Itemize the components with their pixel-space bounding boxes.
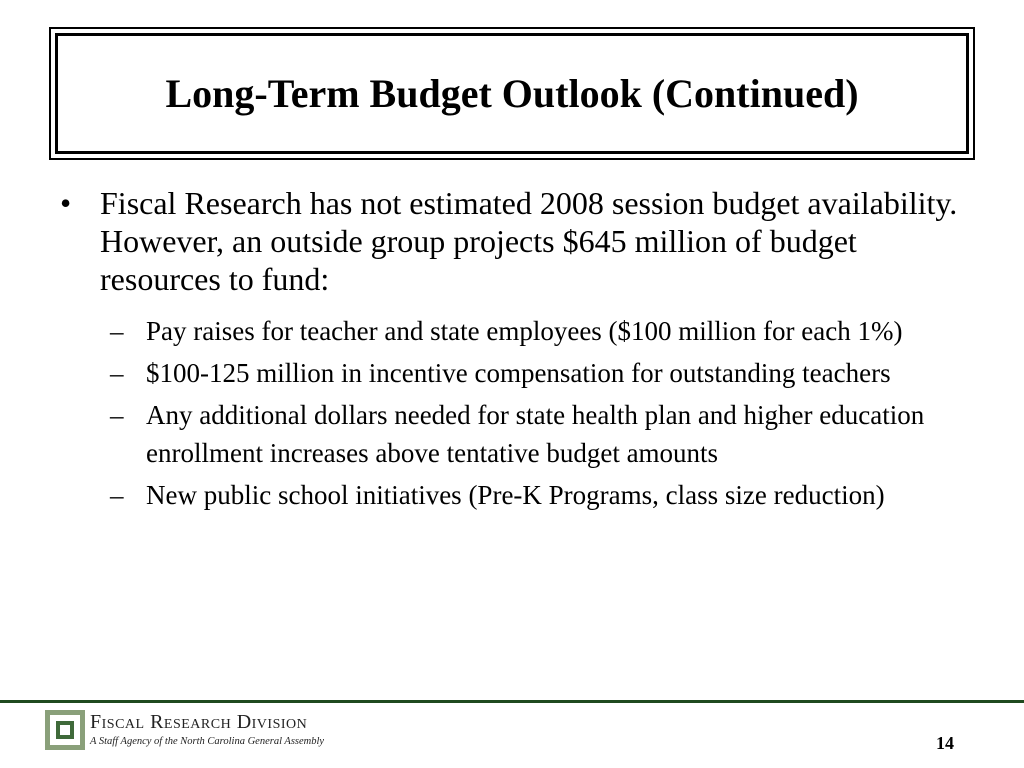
- sub-bullet-marker: –: [110, 358, 124, 388]
- slide-title: Long-Term Budget Outlook (Continued): [165, 71, 859, 116]
- square-seal-icon: [45, 710, 85, 750]
- title-box: [49, 27, 975, 160]
- sub-bullet-item: [110, 476, 960, 514]
- sub-bullet-text: Pay raises for teacher and state employees ($100 million for each 1%): [146, 316, 903, 346]
- sub-bullet-item: [110, 354, 960, 392]
- sub-bullet-text: $100-125 million in incentive compensation for outstanding teachers: [146, 358, 891, 388]
- sub-bullet-text: New public school initiatives (Pre-K Programs, class size reduction): [146, 480, 885, 510]
- sub-bullet-marker: –: [110, 480, 124, 510]
- footer-rule: [0, 700, 1024, 703]
- sub-bullet-list: [110, 312, 960, 514]
- sub-bullet-marker: –: [110, 400, 124, 430]
- bullet-marker: •: [60, 185, 72, 221]
- org-name: Fiscal Research Division: [90, 711, 308, 733]
- main-bullet: [60, 184, 960, 298]
- title-box-inner: [55, 33, 969, 154]
- main-bullet-text: Fiscal Research has not estimated 2008 session budget availability. However, an outside group projects $645 million of budget resources to fund:: [100, 185, 958, 297]
- sub-bullet-marker: –: [110, 316, 124, 346]
- sub-bullet-text: Any additional dollars needed for state health plan and higher education enrollment increases above tentative budget amounts: [146, 400, 925, 468]
- page-number: 14: [936, 733, 954, 753]
- org-tagline: A Staff Agency of the North Carolina General Assembly: [90, 736, 325, 747]
- sub-bullet-item: [110, 312, 960, 350]
- sub-bullet-item: [110, 396, 960, 472]
- slide-content: [60, 184, 960, 518]
